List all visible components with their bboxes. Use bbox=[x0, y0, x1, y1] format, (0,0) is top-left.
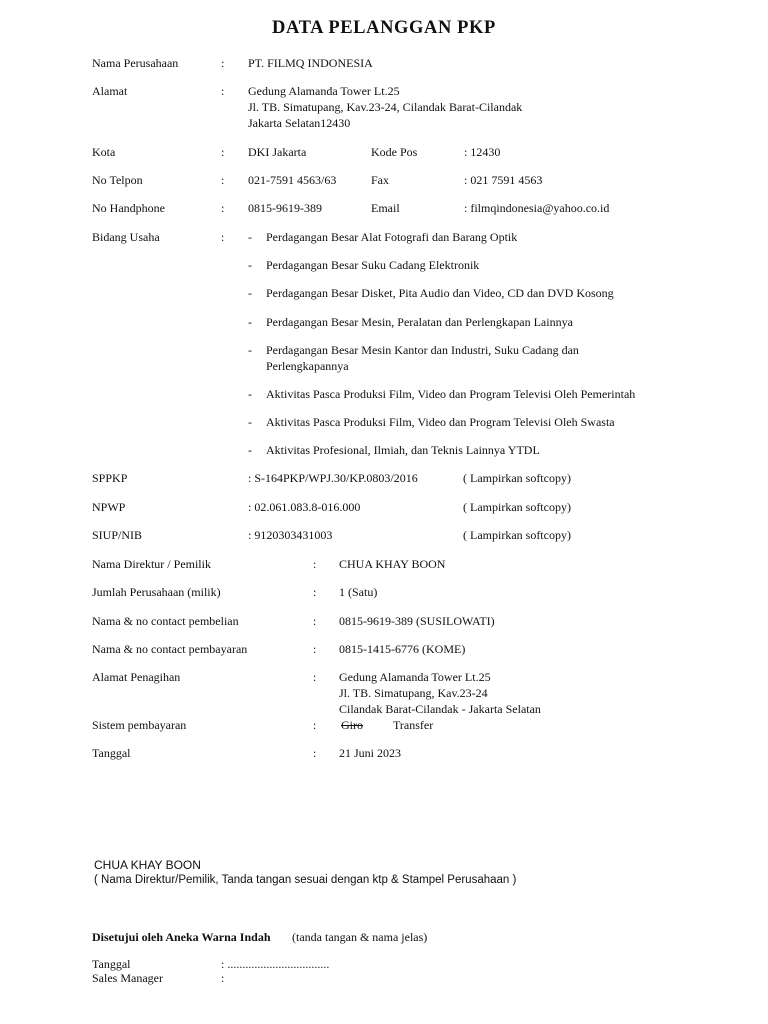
payment-option-transfer: Transfer bbox=[393, 718, 434, 732]
siup-label: SIUP/NIB bbox=[92, 528, 143, 542]
siup-note: ( Lampirkan softcopy) bbox=[463, 528, 571, 542]
approved-note: (tanda tangan & nama jelas) bbox=[292, 930, 428, 944]
city-label: Kota bbox=[92, 145, 116, 159]
npwp-label: NPWP bbox=[92, 500, 126, 514]
npwp-note: ( Lampirkan softcopy) bbox=[463, 500, 571, 514]
separator: : bbox=[313, 718, 317, 732]
separator: : bbox=[221, 230, 225, 244]
sppkp-value: : S-164PKP/WPJ.30/KP.0803/2016 bbox=[248, 471, 418, 485]
separator: : bbox=[221, 84, 225, 98]
sales-manager-label: Sales Manager bbox=[92, 971, 163, 985]
list-bullet: - bbox=[248, 315, 252, 329]
list-bullet: - bbox=[248, 286, 252, 300]
director-label: Nama Direktur / Pemilik bbox=[92, 557, 211, 571]
list-bullet: - bbox=[248, 387, 252, 401]
approval-date-value: : .................................. bbox=[221, 957, 330, 971]
fax-label: Fax bbox=[371, 173, 389, 187]
purchase-contact-label: Nama & no contact pembelian bbox=[92, 614, 239, 628]
date-label: Tanggal bbox=[92, 746, 131, 760]
npwp-value: : 02.061.083.8-016.000 bbox=[248, 500, 361, 514]
approval-date-label: Tanggal bbox=[92, 957, 131, 971]
email-label: Email bbox=[371, 201, 400, 215]
phone-value: 021-7591 4563/63 bbox=[248, 173, 337, 187]
separator: : bbox=[221, 56, 225, 70]
list-bullet: - bbox=[248, 258, 252, 272]
handphone-value: 0815-9619-389 bbox=[248, 201, 322, 215]
separator: : bbox=[313, 585, 317, 599]
separator: : bbox=[221, 201, 225, 215]
payment-contact-label: Nama & no contact pembayaran bbox=[92, 642, 248, 656]
business-label: Bidang Usaha bbox=[92, 230, 160, 244]
address-line: Jl. TB. Simatupang, Kav.23-24, Cilandak Barat-Cilandak bbox=[248, 100, 523, 114]
sppkp-note: ( Lampirkan softcopy) bbox=[463, 471, 571, 485]
billing-label: Alamat Penagihan bbox=[92, 670, 181, 684]
companies-value: 1 (Satu) bbox=[339, 585, 378, 599]
billing-line: Gedung Alamanda Tower Lt.25 bbox=[339, 670, 491, 684]
list-bullet: - bbox=[248, 415, 252, 429]
signature-name: CHUA KHAY BOON bbox=[94, 858, 201, 872]
list-bullet: - bbox=[248, 230, 252, 244]
postal-value: : 12430 bbox=[464, 145, 501, 159]
purchase-contact-value: 0815-9619-389 (SUSILOWATI) bbox=[339, 614, 495, 628]
billing-line: Cilandak Barat-Cilandak - Jakarta Selatan bbox=[339, 702, 541, 716]
signature-note: ( Nama Direktur/Pemilik, Tanda tangan sesuai dengan ktp & Stampel Perusahaan ) bbox=[94, 874, 517, 886]
address-line: Gedung Alamanda Tower Lt.25 bbox=[248, 84, 400, 98]
approved-by: Disetujui oleh Aneka Warna Indah bbox=[92, 930, 271, 944]
company-name-label: Nama Perusahaan bbox=[92, 56, 179, 70]
business-item: Perdagangan Besar Mesin Kantor dan Industri, Suku Cadang dan bbox=[266, 343, 579, 357]
sppkp-label: SPPKP bbox=[92, 471, 128, 485]
email-value: : filmqindonesia@yahoo.co.id bbox=[464, 201, 610, 215]
separator: : bbox=[313, 557, 317, 571]
address-label: Alamat bbox=[92, 84, 128, 98]
business-item: Aktivitas Pasca Produksi Film, Video dan Program Televisi Oleh Swasta bbox=[266, 415, 615, 429]
payment-contact-value: 0815-1415-6776 (KOME) bbox=[339, 642, 466, 656]
list-bullet: - bbox=[248, 443, 252, 457]
companies-label: Jumlah Perusahaan (milik) bbox=[92, 585, 221, 599]
payment-system-label: Sistem pembayaran bbox=[92, 718, 187, 732]
business-item-continuation: Perlengkapannya bbox=[266, 359, 349, 373]
director-value: CHUA KHAY BOON bbox=[339, 557, 446, 571]
handphone-label: No Handphone bbox=[92, 201, 165, 215]
siup-value: : 9120303431003 bbox=[248, 528, 333, 542]
separator: : bbox=[313, 614, 317, 628]
business-item: Aktivitas Pasca Produksi Film, Video dan Program Televisi Oleh Pemerintah bbox=[266, 387, 636, 401]
business-item: Perdagangan Besar Mesin, Peralatan dan Perlengkapan Lainnya bbox=[266, 315, 573, 329]
business-item: Perdagangan Besar Disket, Pita Audio dan Video, CD dan DVD Kosong bbox=[266, 286, 614, 300]
city-value: DKI Jakarta bbox=[248, 145, 307, 159]
fax-value: : 021 7591 4563 bbox=[464, 173, 543, 187]
payment-option-giro: Giro bbox=[341, 718, 363, 732]
business-item: Perdagangan Besar Suku Cadang Elektronik bbox=[266, 258, 480, 272]
separator: : bbox=[313, 670, 317, 684]
phone-label: No Telpon bbox=[92, 173, 143, 187]
separator: : bbox=[221, 173, 225, 187]
separator: : bbox=[313, 642, 317, 656]
postal-label: Kode Pos bbox=[371, 145, 418, 159]
separator: : bbox=[221, 145, 225, 159]
billing-line: Jl. TB. Simatupang, Kav.23-24 bbox=[339, 686, 488, 700]
business-item: Aktivitas Profesional, Ilmiah, dan Teknis Lainnya YTDL bbox=[266, 443, 540, 457]
sales-manager-value: : bbox=[221, 971, 225, 985]
address-line: Jakarta Selatan12430 bbox=[248, 116, 351, 130]
page-title: DATA PELANGGAN PKP bbox=[272, 18, 496, 38]
list-bullet: - bbox=[248, 343, 252, 357]
company-name-value: PT. FILMQ INDONESIA bbox=[248, 56, 373, 70]
separator: : bbox=[313, 746, 317, 760]
date-value: 21 Juni 2023 bbox=[339, 746, 402, 760]
business-item: Perdagangan Besar Alat Fotografi dan Barang Optik bbox=[266, 230, 518, 244]
